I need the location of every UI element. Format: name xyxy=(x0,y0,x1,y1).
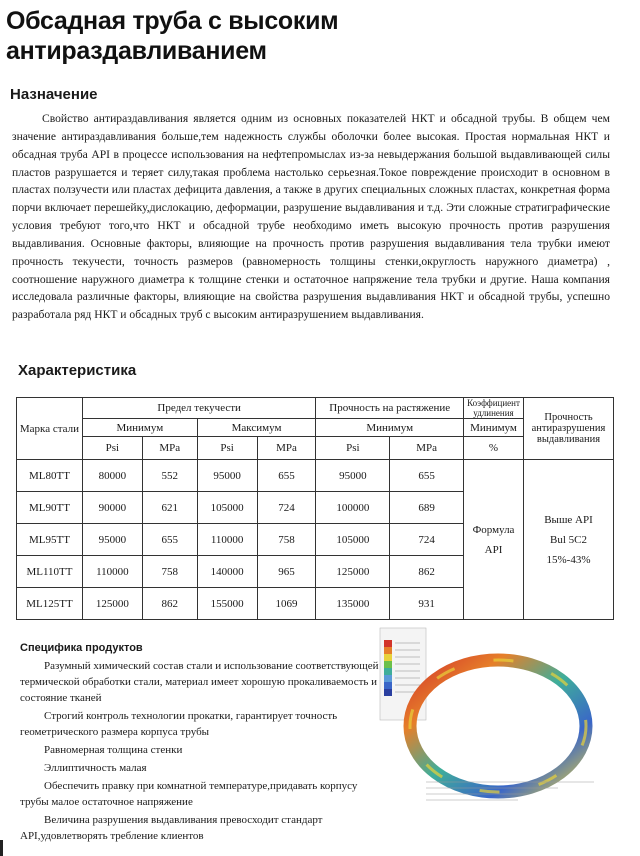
collapse-value: Выше API Bul 5C2 15%-43% xyxy=(524,460,614,620)
value-cell: 105000 xyxy=(316,524,390,556)
spec-table xyxy=(16,397,614,620)
value-cell: 125000 xyxy=(82,588,142,620)
value-cell: 758 xyxy=(257,524,316,556)
specifics-paragraph: Равномерная толщина стенки xyxy=(44,744,183,756)
elongation-value: Формула API xyxy=(464,460,524,620)
intro-paragraph: Свойство антираздавливания является одним из основных показателей НКТ и обсадной трубы. В общем чем значение антираздавливания больше,тем надежность службы оболочки более высокая. Простая нормальная НКТ и обсадная труба API в процессе использования на нефтепромыслах из-за невыдержания большой выдавливающей силы пластов разрушается и теряет силу,такая проблема настолько серьезная.Токое повреждение происходит в основном в пластах ползучести или пластах дефицита давления, а также в других специальных сложных пластах, конкретная форма порчи включает перешейку,дислокацию, деформации, разрушение выдавливания и т.д. Эти сложные стратиграфические условия требуют того,что НКТ и обсадной трубе необходимо иметь высокую прочность против разрушения выдавливания. Основные факторы, влияющие на прочность против разрушения выдавливания тела трубки имеют прочность текучести, точность размеров (равномерность толщины стенки,округлость наружного диаметра) , соотношение наружного диаметра к толщине стенки и остаточное напряжение тела трубки и другие. Наша компания исследовала различные факторы, влияющие на свойства разрушения выдавливания НКТ и обсадной трубы, успешно разработала ряд НКТ и обсадных труб с высоким антиразрушением выдавливания. xyxy=(12,112,610,322)
value-cell: 135000 xyxy=(316,588,390,620)
unit-percent: % xyxy=(464,437,524,460)
purpose-heading: Назначение xyxy=(10,86,98,103)
page-title xyxy=(6,6,338,66)
value-cell: 1069 xyxy=(257,588,316,620)
grade-cell: ML110TT xyxy=(17,556,83,588)
value-cell: 95000 xyxy=(316,460,390,492)
value-cell: 655 xyxy=(142,524,197,556)
specifics-paragraph: Обеспечить правку при комнатной температуре,придавать корпусу трубы малое остаточное напряжение xyxy=(20,780,358,808)
header-collapse: Прочность антиразрушения выдавливания xyxy=(524,398,614,460)
unit-mpa: MPa xyxy=(142,437,197,460)
grade-cell: ML95TT xyxy=(17,524,83,556)
unit-psi: Psi xyxy=(82,437,142,460)
grade-cell: ML80TT xyxy=(17,460,83,492)
value-cell: 95000 xyxy=(82,524,142,556)
value-cell: 655 xyxy=(257,460,316,492)
value-cell: 125000 xyxy=(316,556,390,588)
characteristics-heading: Характеристика xyxy=(18,362,137,379)
value-cell: 100000 xyxy=(316,492,390,524)
header-min-tensile: Минимум xyxy=(316,419,464,437)
unit-psi: Psi xyxy=(197,437,257,460)
specifics-paragraph: Строгий контроль технологии прокатки, гарантирует точность геометрического размера корпуса трубы xyxy=(20,710,338,738)
value-cell: 90000 xyxy=(82,492,142,524)
unit-psi: Psi xyxy=(316,437,390,460)
unit-mpa: MPa xyxy=(257,437,316,460)
specifics-paragraph: Величина разрушения выдавливания превосходит стандарт API,удовлетворять требление клиентов xyxy=(20,814,323,842)
unit-mpa: MPa xyxy=(390,437,464,460)
value-cell: 931 xyxy=(390,588,464,620)
value-cell: 655 xyxy=(390,460,464,492)
value-cell: 621 xyxy=(142,492,197,524)
value-cell: 140000 xyxy=(197,556,257,588)
value-cell: 95000 xyxy=(197,460,257,492)
grade-cell: ML90TT xyxy=(17,492,83,524)
value-cell: 105000 xyxy=(197,492,257,524)
header-min-elongation: Минимум xyxy=(464,419,524,437)
title-line-2: антираздавливанием xyxy=(6,37,267,65)
table-row xyxy=(17,460,614,492)
title-line-1: Обсадная труба с высоким xyxy=(6,7,339,35)
product-specifics xyxy=(20,640,380,846)
specifics-heading: Специфика продуктов xyxy=(20,642,143,654)
header-max: Максимум xyxy=(197,419,316,437)
specifics-paragraph: Разумный химический состав стали и использование соответствующей термической обработки стали, материал имеет хорошую прокаливаемость и состояние тканей xyxy=(20,660,379,704)
header-grade: Марка стали xyxy=(17,398,83,460)
page-edge-marker xyxy=(0,840,3,856)
header-min: Минимум xyxy=(82,419,197,437)
header-elongation: Коэффициент удлинения xyxy=(464,398,524,419)
value-cell: 724 xyxy=(390,524,464,556)
value-cell: 965 xyxy=(257,556,316,588)
value-cell: 724 xyxy=(257,492,316,524)
value-cell: 110000 xyxy=(82,556,142,588)
value-cell: 110000 xyxy=(197,524,257,556)
specifics-paragraph: Эллиптичность малая xyxy=(44,762,147,774)
value-cell: 862 xyxy=(390,556,464,588)
fea-ring-simulation-figure xyxy=(378,626,600,812)
value-cell: 155000 xyxy=(197,588,257,620)
header-yield: Предел текучести xyxy=(82,398,315,419)
value-cell: 80000 xyxy=(82,460,142,492)
grade-cell: ML125TT xyxy=(17,588,83,620)
value-cell: 552 xyxy=(142,460,197,492)
header-tensile: Прочность на растяжение xyxy=(316,398,464,419)
value-cell: 758 xyxy=(142,556,197,588)
value-cell: 689 xyxy=(390,492,464,524)
value-cell: 862 xyxy=(142,588,197,620)
